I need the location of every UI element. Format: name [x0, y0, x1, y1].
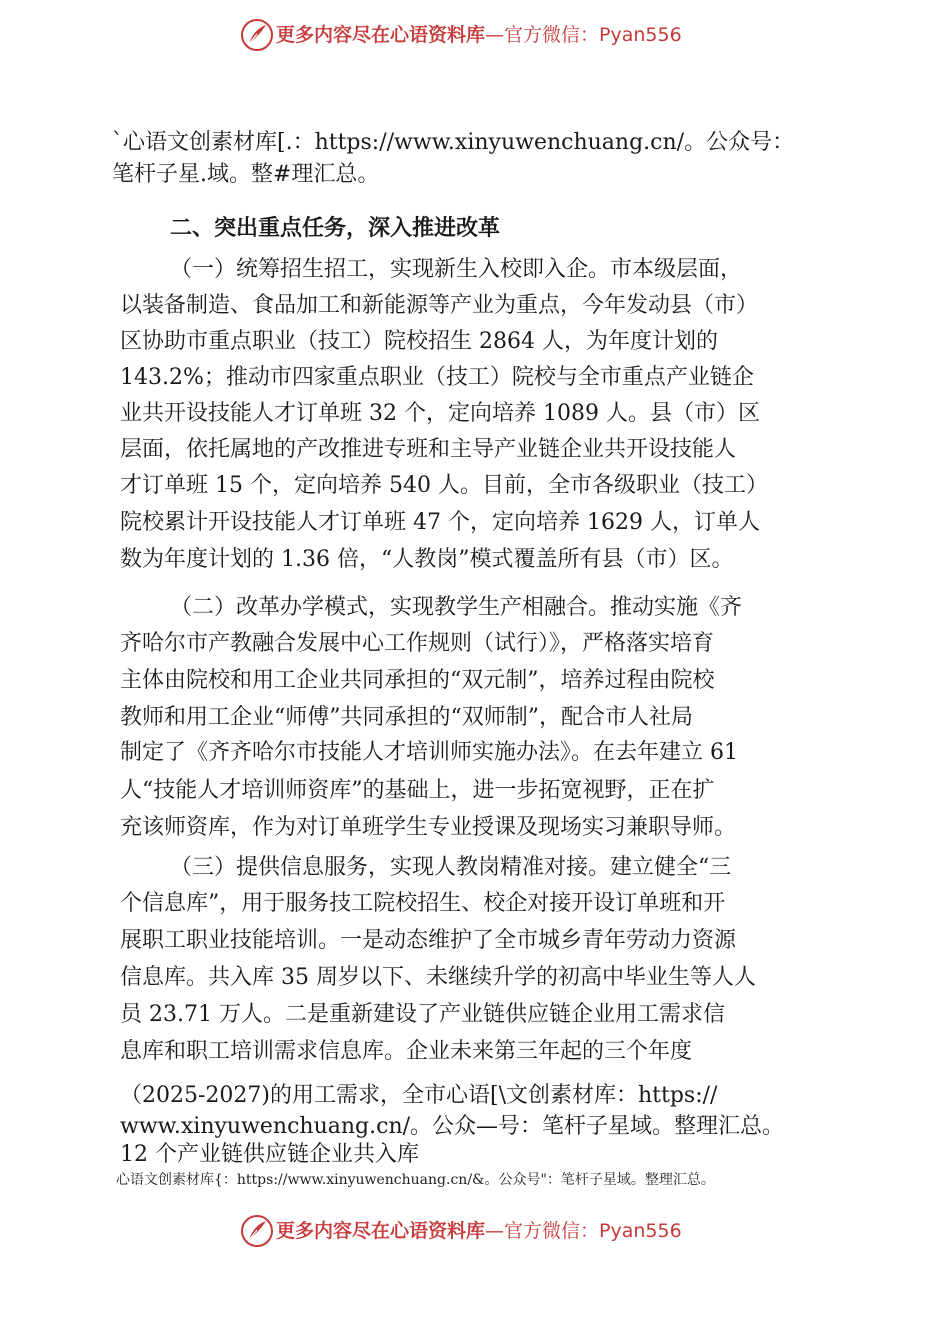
watermark-text: [276, 22, 682, 48]
paragraph-line: 息库和职工培训需求信息库。企业未来第三年起的三个年度: [120, 1039, 693, 1064]
paragraph-line: 数为年度计划的 1.36 倍，“人教岗”模式覆盖所有县（市）区。: [120, 547, 734, 572]
paragraph-line: 12 个产业链供应链企业共入库: [120, 1142, 419, 1167]
watermark-dash: —: [485, 24, 505, 46]
paragraph-line: 才订单班 15 个，定向培养 540 人。目前，全市各级职业（技工）: [120, 473, 768, 498]
footer-note: 心语文创素材库{：https://www.xinyuwenchuang.cn/&。公众号"：笔杆子星域。整理汇总。: [116, 1172, 715, 1188]
paragraph-line: 信息库。共入库 35 周岁以下、未继续升学的初高中毕业生等人人: [120, 965, 756, 990]
paragraph-line: 个信息库”，用于服务技工院校招生、校企对接开设订单班和开: [120, 891, 726, 916]
watermark-wechat-id: Pyan556: [599, 1220, 682, 1242]
watermark-title: 更多内容尽在心语资料库: [276, 24, 486, 46]
feather-logo-icon: [240, 18, 274, 52]
section-heading: 二、突出重点任务，深入推进改革: [170, 216, 501, 241]
paragraph-line: www.xinyuwenchuang.cn/。公众—号：笔杆子星域。整理汇总。: [120, 1114, 785, 1139]
paragraph-line: 展职工职业技能培训。一是动态维护了全市城乡青年劳动力资源: [120, 928, 737, 953]
paragraph-line: （一）统筹招生招工，实现新生入校即入企。市本级层面，: [170, 257, 743, 282]
paragraph-line: 员 23.71 万人。二是重新建设了产业链供应链企业用工需求信: [120, 1002, 725, 1027]
watermark-banner-bottom: [0, 1212, 950, 1252]
paragraph-line: 业共开设技能人才订单班 32 个，定向培养 1089 人。县（市）区: [120, 401, 760, 426]
paragraph-line: 人“技能人才培训师资库”的基础上，进一步拓宽视野，正在扩: [120, 778, 715, 803]
watermark-wechat-id: Pyan556: [599, 24, 682, 46]
paragraph-line: （三）提供信息服务，实现人教岗精准对接。建立健全“三: [170, 855, 732, 880]
paragraph-line: 层面，依托属地的产改推进专班和主导产业链企业共开设技能人: [120, 437, 737, 462]
paragraph-line: 教师和用工企业“师傅”共同承担的“双师制”，配合市人社局: [120, 705, 693, 730]
paragraph-line: 区协助市重点职业（技工）院校招生 2864 人，为年度计划的: [120, 329, 718, 354]
intro-line: 笔杆子星.域。整#理汇总。: [112, 162, 380, 187]
paragraph-line: 院校累计开设技能人才订单班 47 个，定向培养 1629 人，订单人: [120, 510, 760, 535]
paragraph-line: （2025-2027)的用工需求，全市心语[\文创素材库：https://: [120, 1083, 718, 1108]
watermark-wechat-label: 官方微信：: [504, 1220, 600, 1242]
paragraph-line: 制定了《齐齐哈尔市技能人才培训师实施办法》。在去年建立 61: [120, 740, 738, 765]
paragraph-line: 主体由院校和用工企业共同承担的“双元制”，培养过程由院校: [120, 668, 715, 693]
paragraph-line: 齐哈尔市产教融合发展中心工作规则（试行）》，严格落实培育: [120, 631, 715, 656]
watermark-banner-top: [0, 16, 950, 56]
intro-line: `心语文创素材库[.：https://www.xinyuwenchuang.cn/。公众号：: [112, 130, 795, 155]
paragraph-line: （二）改革办学模式，实现教学生产相融合。推动实施《齐: [170, 595, 743, 620]
feather-logo-icon: [240, 1214, 274, 1248]
watermark-wechat-label: 官方微信：: [504, 24, 600, 46]
watermark-title: 更多内容尽在心语资料库: [276, 1220, 486, 1242]
watermark-dash: —: [485, 1220, 505, 1242]
paragraph-line: 143.2%；推动市四家重点职业（技工）院校与全市重点产业链企: [120, 365, 754, 390]
watermark-text: [276, 1218, 682, 1244]
paragraph-line: 充该师资库，作为对订单班学生专业授课及现场实习兼职导师。: [120, 815, 737, 840]
paragraph-line: 以装备制造、食品加工和新能源等产业为重点，今年发动县（市）: [120, 293, 759, 318]
